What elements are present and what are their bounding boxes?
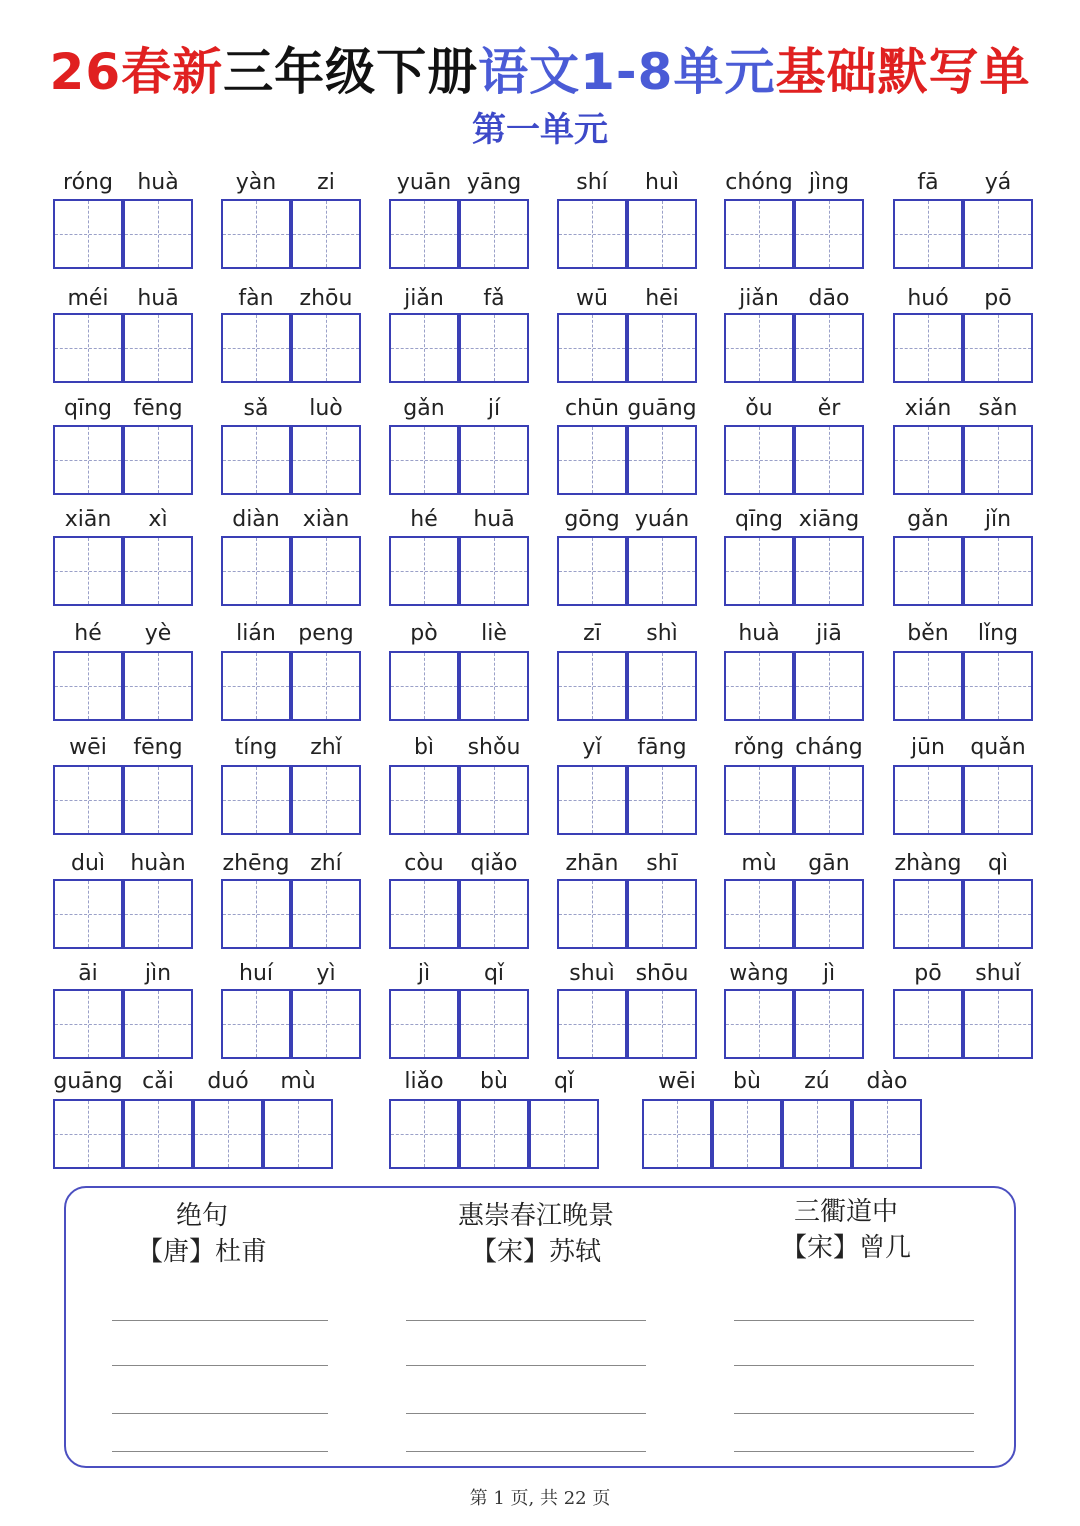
pinyin-label: shī [646,851,678,876]
pinyin-label: guāng [53,1069,123,1094]
pinyin-label: qiǎo [470,851,518,876]
page-footer: 第 1 页, 共 22 页 [469,1488,611,1509]
writing-box[interactable] [123,1099,193,1169]
pinyin-label: zi [317,170,335,195]
writing-box[interactable] [557,199,627,269]
pinyin-label: bì [413,735,435,760]
writing-box[interactable] [459,765,529,835]
writing-box[interactable] [627,879,697,949]
pinyin-label: xiāng [798,507,860,532]
writing-box[interactable] [389,1099,459,1169]
writing-line[interactable] [112,1365,328,1366]
unit-subtitle: 第一单元 [472,110,608,150]
writing-line[interactable] [112,1320,328,1321]
writing-box[interactable] [627,765,697,835]
writing-box[interactable] [123,536,193,606]
pinyin-label: yuān [396,170,452,195]
writing-box[interactable] [627,651,697,721]
writing-box[interactable] [893,425,963,495]
poem-2 [396,1198,676,1270]
poem-title: 绝句 [175,1201,228,1231]
writing-box[interactable] [627,989,697,1059]
pinyin-label: fēng [133,396,183,421]
pinyin-label: bù [480,1069,508,1094]
pinyin-label: zhí [310,851,342,876]
writing-box[interactable] [291,765,361,835]
pinyin-label: xián [904,396,952,421]
writing-box[interactable] [963,425,1033,495]
writing-box[interactable] [221,879,291,949]
writing-box[interactable] [53,536,123,606]
writing-line[interactable] [734,1320,974,1321]
writing-box[interactable] [221,765,291,835]
pinyin-label: gōng [564,507,620,532]
pinyin-label: jìn [144,961,172,986]
writing-box[interactable] [459,879,529,949]
pinyin-label: wū [576,286,608,311]
title-part-2: 三年级下册 [223,43,479,101]
pinyin-label: sǎ [243,396,269,421]
pinyin-label: chóng [725,170,793,195]
writing-line[interactable] [734,1365,974,1366]
pinyin-label: gǎn [907,507,949,532]
pinyin-label: pō [984,286,1012,311]
pinyin-label: huā [137,286,179,311]
writing-box[interactable] [291,651,361,721]
writing-box[interactable] [291,989,361,1059]
writing-box[interactable] [627,199,697,269]
pinyin-label: mù [741,851,777,876]
writing-box[interactable] [529,1099,599,1169]
writing-box[interactable] [221,536,291,606]
writing-box[interactable] [389,879,459,949]
writing-box[interactable] [963,651,1033,721]
writing-box[interactable] [459,1099,529,1169]
pinyin-label: gān [808,851,850,876]
writing-box[interactable] [221,199,291,269]
pinyin-label: zhàng [894,851,962,876]
pinyin-label: qì [987,851,1009,876]
writing-box[interactable] [459,989,529,1059]
pinyin-label: shǒu [467,735,521,760]
writing-box[interactable] [557,651,627,721]
writing-box[interactable] [291,199,361,269]
writing-box[interactable] [782,1099,852,1169]
pinyin-label: huí [239,961,273,986]
pinyin-label: jǐn [984,507,1012,532]
pinyin-label: jì [417,961,431,986]
pinyin-label: dāo [808,286,850,311]
page-title [0,40,1080,104]
pinyin-label: jiǎn [404,286,444,311]
writing-box[interactable] [963,199,1033,269]
pinyin-label: gǎn [403,396,445,421]
pinyin-label: rǒng [733,735,785,760]
pinyin-label: fā [917,170,939,195]
writing-box[interactable] [53,651,123,721]
writing-box[interactable] [53,989,123,1059]
pinyin-label: liǎo [404,1069,444,1094]
pinyin-label: fǎ [483,286,505,311]
pinyin-label: hé [74,621,102,646]
writing-box[interactable] [123,651,193,721]
pinyin-label: shì [646,621,678,646]
writing-box[interactable] [724,313,794,383]
poem-section [64,1186,1016,1468]
pinyin-label: yāng [466,170,522,195]
pinyin-label: wàng [729,961,789,986]
poem-author: 【唐】杜甫 [136,1237,267,1267]
title-part-4: 基础默写单 [775,43,1031,101]
pinyin-label: ǒu [745,396,773,421]
pinyin-label: jiǎn [739,286,779,311]
pinyin-label: pò [410,621,438,646]
writing-box[interactable] [893,536,963,606]
writing-box[interactable] [712,1099,782,1169]
pinyin-label: cháng [795,735,863,760]
pinyin-label: huà [738,621,780,646]
writing-box[interactable] [963,765,1033,835]
writing-box[interactable] [221,651,291,721]
pinyin-label: pō [914,961,942,986]
pinyin-label: huàn [130,851,186,876]
pinyin-label: zú [804,1069,830,1094]
writing-box[interactable] [389,651,459,721]
pinyin-label: huó [907,286,949,311]
writing-box[interactable] [221,989,291,1059]
title-part-1: 26春新 [49,43,224,101]
writing-box[interactable] [893,651,963,721]
writing-box[interactable] [557,765,627,835]
pinyin-label: huà [137,170,179,195]
writing-box[interactable] [123,765,193,835]
pinyin-label: hé [410,507,438,532]
pinyin-label: jiā [816,621,842,646]
pinyin-label: fāng [637,735,687,760]
pinyin-label: fēng [133,735,183,760]
writing-box[interactable] [557,989,627,1059]
writing-box[interactable] [53,879,123,949]
pinyin-label: méi [67,286,109,311]
writing-box[interactable] [794,765,864,835]
pinyin-label: huā [473,507,515,532]
pinyin-label: shí [576,170,608,195]
writing-box[interactable] [557,879,627,949]
writing-line[interactable] [406,1451,646,1452]
pinyin-label: zhān [565,851,619,876]
pinyin-label: bù [733,1069,761,1094]
pinyin-label: huì [645,170,679,195]
writing-box[interactable] [291,536,361,606]
pinyin-label: xiàn [302,507,350,532]
pinyin-label: còu [404,851,444,876]
writing-box[interactable] [123,425,193,495]
pinyin-label: qīng [735,507,783,532]
writing-box[interactable] [221,313,291,383]
pinyin-label: yuán [634,507,690,532]
writing-box[interactable] [53,313,123,383]
pinyin-label: duó [207,1069,249,1094]
pinyin-label: fàn [238,286,274,311]
pinyin-label: yè [144,621,172,646]
writing-box[interactable] [459,651,529,721]
pinyin-label: lǐng [977,621,1019,646]
writing-box[interactable] [557,425,627,495]
writing-box[interactable] [123,199,193,269]
writing-box[interactable] [794,313,864,383]
writing-box[interactable] [389,199,459,269]
pinyin-label: yì [316,961,336,986]
writing-box[interactable] [389,425,459,495]
writing-box[interactable] [291,313,361,383]
writing-box[interactable] [627,425,697,495]
pinyin-label: qǐ [553,1069,575,1094]
writing-box[interactable] [794,989,864,1059]
writing-box[interactable] [724,199,794,269]
pinyin-label: āi [78,961,98,986]
pinyin-label: dào [866,1069,908,1094]
pinyin-label: zhǐ [310,735,342,760]
writing-box[interactable] [642,1099,712,1169]
writing-box[interactable] [557,536,627,606]
writing-box[interactable] [794,536,864,606]
writing-box[interactable] [893,879,963,949]
writing-box[interactable] [724,765,794,835]
pinyin-label: shōu [635,961,689,986]
writing-box[interactable] [221,425,291,495]
pinyin-label: liè [481,621,507,646]
writing-box[interactable] [123,879,193,949]
writing-line[interactable] [734,1451,974,1452]
pinyin-label: tíng [234,735,278,760]
writing-box[interactable] [53,199,123,269]
writing-box[interactable] [852,1099,922,1169]
writing-box[interactable] [389,989,459,1059]
pinyin-label: duì [70,851,106,876]
pinyin-label: yá [984,170,1012,195]
writing-box[interactable] [893,989,963,1059]
writing-box[interactable] [893,199,963,269]
writing-box[interactable] [459,199,529,269]
pinyin-label: chūn [565,396,619,421]
writing-line[interactable] [406,1413,646,1414]
pinyin-label: peng [298,621,354,646]
pinyin-label: lián [236,621,276,646]
writing-box[interactable] [291,425,361,495]
writing-box[interactable] [123,313,193,383]
pinyin-label: ěr [817,396,841,421]
poem-3 [766,1194,926,1266]
pinyin-label: wēi [69,735,107,760]
writing-box[interactable] [724,989,794,1059]
pinyin-label: diàn [232,507,280,532]
writing-line[interactable] [112,1451,328,1452]
pinyin-label: jì [822,961,836,986]
pinyin-label: hēi [645,286,679,311]
writing-box[interactable] [53,425,123,495]
pinyin-label: zhēng [222,851,290,876]
writing-box[interactable] [557,313,627,383]
writing-box[interactable] [963,313,1033,383]
writing-box[interactable] [459,536,529,606]
writing-box[interactable] [794,651,864,721]
pinyin-label: zī [583,621,601,646]
pinyin-label: běn [907,621,949,646]
writing-box[interactable] [389,313,459,383]
writing-box[interactable] [459,425,529,495]
writing-box[interactable] [724,536,794,606]
pinyin-label: róng [63,170,113,195]
writing-box[interactable] [123,989,193,1059]
pinyin-label: shuǐ [975,961,1021,986]
pinyin-label: wēi [658,1069,696,1094]
writing-box[interactable] [263,1099,333,1169]
writing-box[interactable] [963,879,1033,949]
title-part-3: 语文1-8单元 [478,43,776,101]
pinyin-label: mù [280,1069,316,1094]
poem-title: 惠崇春江晚景 [457,1201,614,1231]
pinyin-label: xiān [64,507,112,532]
pinyin-label: jìng [808,170,850,195]
pinyin-label: jí [487,396,501,421]
writing-box[interactable] [724,879,794,949]
writing-box[interactable] [794,879,864,949]
writing-box[interactable] [794,199,864,269]
writing-box[interactable] [724,425,794,495]
writing-box[interactable] [893,313,963,383]
writing-line[interactable] [406,1320,646,1321]
pinyin-label: quǎn [970,735,1026,760]
pinyin-label: zhōu [299,286,353,311]
poem-author: 【宋】曾几 [780,1233,911,1263]
writing-box[interactable] [193,1099,263,1169]
writing-box[interactable] [724,651,794,721]
poem-title: 三衢道中 [793,1197,898,1227]
writing-box[interactable] [53,1099,123,1169]
writing-box[interactable] [459,313,529,383]
pinyin-label: qǐ [483,961,505,986]
pinyin-label: shuì [569,961,615,986]
writing-box[interactable] [794,425,864,495]
pinyin-label: jūn [911,735,945,760]
poem-1 [112,1198,292,1270]
writing-box[interactable] [963,989,1033,1059]
writing-box[interactable] [389,765,459,835]
writing-line[interactable] [734,1413,974,1414]
writing-box[interactable] [627,536,697,606]
writing-box[interactable] [627,313,697,383]
writing-box[interactable] [53,765,123,835]
poem-author: 【宋】苏轼 [470,1237,601,1267]
pinyin-label: guāng [627,396,697,421]
writing-line[interactable] [406,1365,646,1366]
writing-box[interactable] [893,765,963,835]
pinyin-label: yàn [235,170,277,195]
writing-box[interactable] [389,536,459,606]
pinyin-label: yǐ [582,735,602,760]
pinyin-label: xì [148,507,168,532]
pinyin-label: cǎi [142,1069,174,1094]
writing-box[interactable] [291,879,361,949]
writing-line[interactable] [112,1413,328,1414]
writing-box[interactable] [963,536,1033,606]
pinyin-label: sǎn [978,396,1018,421]
pinyin-label: qīng [64,396,112,421]
pinyin-label: luò [309,396,343,421]
